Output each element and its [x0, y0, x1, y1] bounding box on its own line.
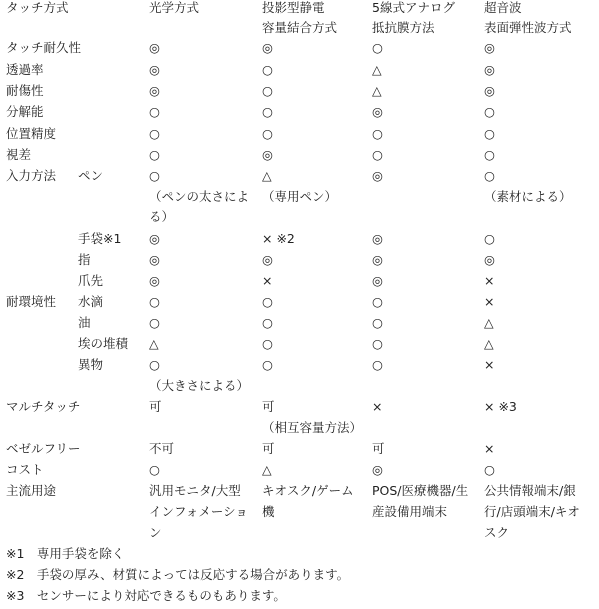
finger-optical: ◎: [149, 252, 160, 267]
oil-label: 油: [78, 315, 91, 330]
finger-label: 指: [78, 252, 91, 267]
pen-resistive: ◎: [372, 168, 383, 183]
water-label: 水滴: [78, 294, 104, 309]
header-resistive-1: 5線式アナログ: [372, 0, 455, 15]
multitouch-label: マルチタッチ: [6, 399, 81, 414]
glove-projected: × ※2: [262, 231, 295, 246]
cell-resistive: ◎: [372, 104, 383, 119]
foreign-optical: ○: [149, 357, 160, 372]
cost-projected: △: [262, 462, 272, 477]
usage-saw-line: スク: [484, 525, 510, 540]
cell-resistive: △: [372, 62, 382, 77]
env-label: 耐環境性: [6, 294, 57, 309]
cell-saw: ◎: [484, 83, 495, 98]
cell-optical: ◎: [149, 83, 160, 98]
finger-projected: ◎: [262, 252, 273, 267]
oil-projected: ○: [262, 315, 273, 330]
cell-projected: ◎: [262, 40, 273, 55]
input-method-label: 入力方法: [6, 168, 57, 183]
nail-optical: ◎: [149, 273, 160, 288]
dust-saw: △: [484, 336, 494, 351]
pen-optical: ○: [149, 168, 160, 183]
multitouch-optical: 可: [149, 399, 162, 414]
glove-optical: ◎: [149, 231, 160, 246]
row-label: 透過率: [6, 62, 44, 77]
cost-label: コスト: [6, 462, 44, 477]
cell-projected: ○: [262, 104, 273, 119]
row-label: 視差: [6, 147, 32, 162]
env-note-optical: （大きさによる）: [149, 378, 250, 393]
usage-optical-line: ン: [149, 525, 162, 540]
usage-label: 主流用途: [6, 483, 57, 498]
usage-projected-line: キオスク/ゲーム: [262, 483, 354, 498]
multitouch-resistive: ×: [372, 399, 383, 414]
header-touch-method: タッチ方式: [6, 0, 69, 15]
header-projected-2: 容量結合方式: [262, 20, 338, 35]
cell-projected: ○: [262, 126, 273, 141]
cost-resistive: ◎: [372, 462, 383, 477]
cell-optical: ◎: [149, 40, 160, 55]
dust-projected: ○: [262, 336, 273, 351]
usage-saw-line: 公共情報端末/銀: [484, 483, 576, 498]
glove-label: 手袋※1: [78, 231, 122, 246]
oil-resistive: ○: [372, 315, 383, 330]
pen-projected: △: [262, 168, 272, 183]
usage-optical-line: 汎用モニタ/大型: [149, 483, 241, 498]
cell-projected: ○: [262, 83, 273, 98]
finger-saw: ◎: [484, 252, 495, 267]
nail-saw: ×: [484, 273, 495, 288]
water-resistive: ○: [372, 294, 383, 309]
footnote: ※2 手袋の厚み、材質によっては反応する場合があります。: [6, 567, 350, 582]
cost-saw: ○: [484, 462, 495, 477]
row-label: タッチ耐久性: [6, 40, 82, 55]
cell-resistive: ○: [372, 147, 383, 162]
pen-note-optical-2: る）: [149, 209, 175, 224]
cell-saw: ○: [484, 147, 495, 162]
cell-resistive: △: [372, 83, 382, 98]
row-label: 耐傷性: [6, 83, 44, 98]
water-optical: ○: [149, 294, 160, 309]
nail-label: 爪先: [78, 273, 104, 288]
usage-resistive-line: 産設備用端末: [372, 504, 448, 519]
cell-resistive: ○: [372, 40, 383, 55]
foreign-label: 異物: [78, 357, 104, 372]
foreign-projected: ○: [262, 357, 273, 372]
cell-optical: ○: [149, 104, 160, 119]
bezel-label: ベゼルフリー: [6, 441, 81, 456]
usage-optical-line: インフォメーショ: [149, 504, 248, 519]
multitouch-projected: 可: [262, 399, 275, 414]
pen-label: ペン: [78, 168, 104, 183]
glove-saw: ○: [484, 231, 495, 246]
pen-saw: ○: [484, 168, 495, 183]
cell-optical: ◎: [149, 62, 160, 77]
foreign-resistive: ○: [372, 357, 383, 372]
pen-note-projected: （専用ペン）: [262, 189, 338, 204]
header-saw-1: 超音波: [484, 0, 522, 15]
pen-note-optical-1: （ペンの太さによ: [149, 189, 250, 204]
dust-optical: △: [149, 336, 159, 351]
header-optical: 光学方式: [149, 0, 200, 15]
cell-optical: ○: [149, 147, 160, 162]
usage-saw-line: 行/店頭端末/キオ: [484, 504, 580, 519]
cell-saw: ○: [484, 104, 495, 119]
dust-label: 埃の堆積: [78, 336, 129, 351]
cell-optical: ○: [149, 126, 160, 141]
bezel-saw: ×: [484, 441, 495, 456]
footnote: ※1 専用手袋を除く: [6, 546, 125, 561]
cell-saw: ◎: [484, 40, 495, 55]
cell-projected: ◎: [262, 147, 273, 162]
pen-note-saw: （素材による）: [484, 189, 572, 204]
glove-resistive: ◎: [372, 231, 383, 246]
header-saw-2: 表面弾性波方式: [484, 20, 572, 35]
nail-resistive: ◎: [372, 273, 383, 288]
water-saw: ×: [484, 294, 495, 309]
row-label: 分解能: [6, 104, 44, 119]
bezel-optical: 不可: [149, 441, 175, 456]
cell-saw: ○: [484, 126, 495, 141]
cell-projected: ○: [262, 62, 273, 77]
bezel-projected: 可: [262, 441, 275, 456]
usage-projected-line: 機: [262, 504, 275, 519]
foreign-saw: ×: [484, 357, 495, 372]
row-label: 位置精度: [6, 126, 57, 141]
bezel-resistive: 可: [372, 441, 385, 456]
cost-optical: ○: [149, 462, 160, 477]
header-projected-1: 投影型静電: [262, 0, 325, 15]
oil-saw: △: [484, 315, 494, 330]
multitouch-saw: × ※3: [484, 399, 517, 414]
multitouch-note-projected: （相互容量方法）: [262, 420, 363, 435]
cell-saw: ◎: [484, 62, 495, 77]
finger-resistive: ◎: [372, 252, 383, 267]
nail-projected: ×: [262, 273, 273, 288]
cell-resistive: ○: [372, 126, 383, 141]
water-projected: ○: [262, 294, 273, 309]
footnote: ※3 センサーにより対応できるものもあります。: [6, 588, 286, 603]
oil-optical: ○: [149, 315, 160, 330]
dust-resistive: ○: [372, 336, 383, 351]
header-resistive-2: 抵抗膜方法: [372, 20, 435, 35]
usage-resistive-line: POS/医療機器/生: [372, 483, 469, 498]
